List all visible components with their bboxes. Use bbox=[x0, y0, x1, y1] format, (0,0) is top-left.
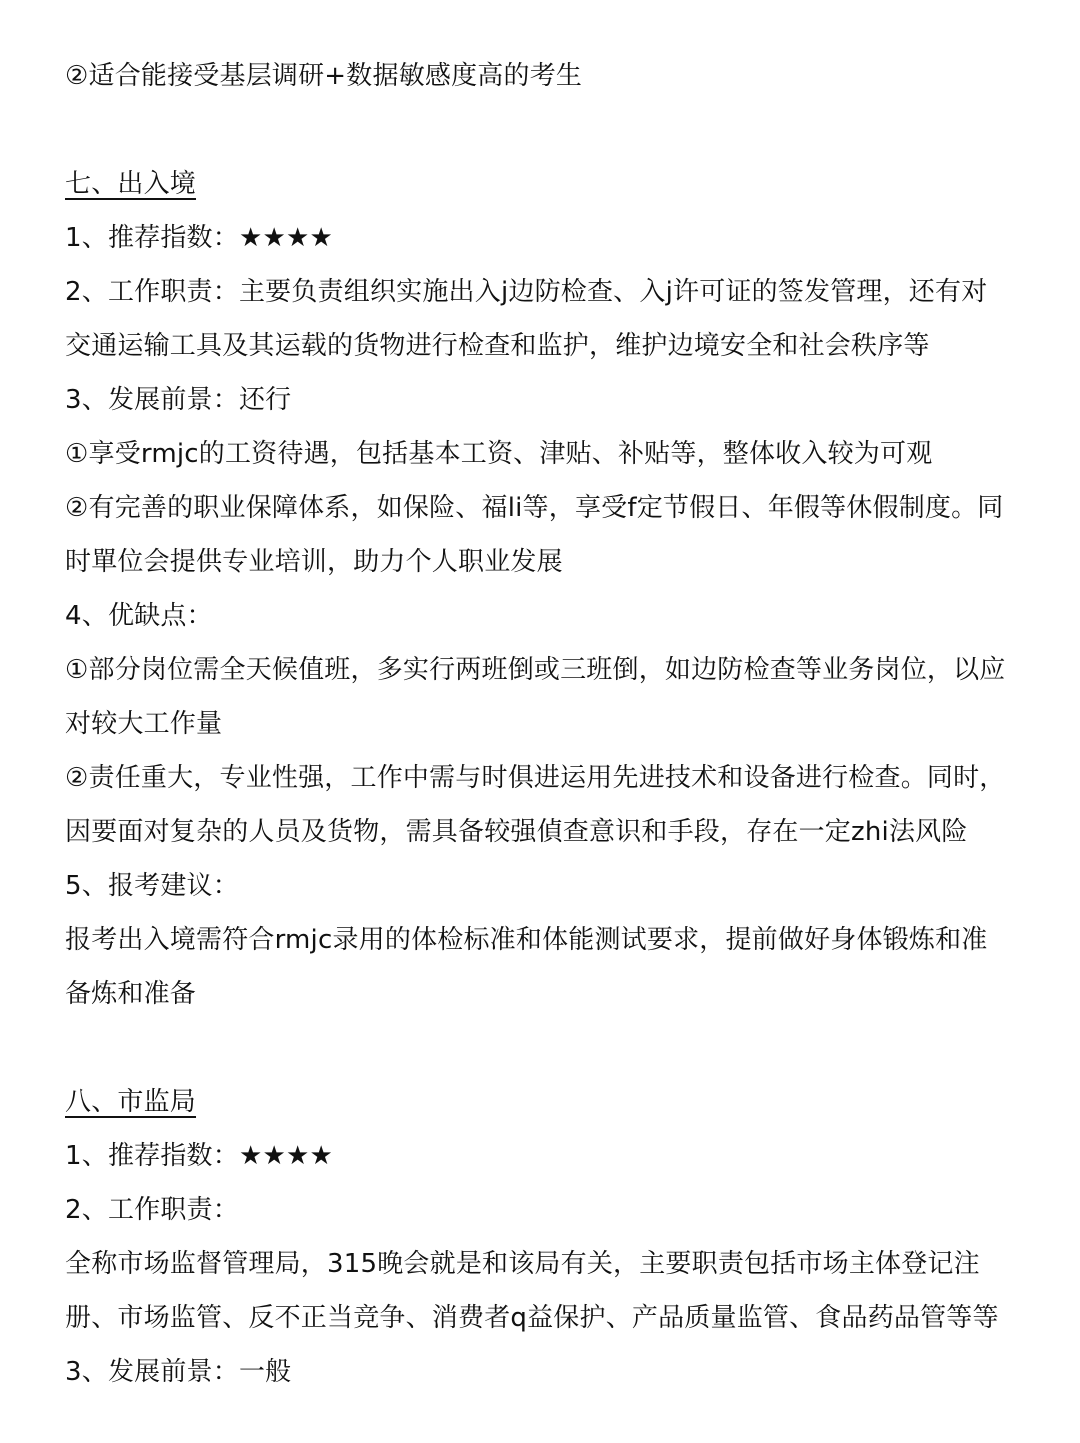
section-7-pros-cons-point: 因要面对复杂的人员及货物，需具备较强偵查意识和手段，存在一定zhi法风险 bbox=[65, 817, 968, 847]
section-7-pros-cons: 4、优缺点： bbox=[65, 601, 213, 631]
section-8-duty-line: 册、市场监管、反不正当竞争、消费者q益保护、产品质量监管、食品药品管等等 bbox=[65, 1303, 999, 1333]
section-8-duty: 2、工作职责： bbox=[65, 1195, 239, 1225]
section-7-advice-text: 备炼和准备 bbox=[65, 979, 197, 1009]
section-7-duty-line: 交通运输工具及其运载的货物进行检查和监护，维护边境安全和社会秩序等 bbox=[65, 331, 930, 361]
section-7-duty-line: 2、工作职责：主要负责组织实施出入j边防检查、入j许可证的签发管理，还有对 bbox=[65, 277, 988, 307]
section-7-advice: 5、报考建议： bbox=[65, 871, 239, 901]
section-7-prospect-point: ①享受rmjc的工资待遇，包括基本工资、津贴、补贴等，整体收入较为可观 bbox=[65, 439, 933, 469]
section-spacer bbox=[65, 1021, 1035, 1075]
section-7-rating: 1、推荐指数：★★★★ bbox=[65, 223, 333, 253]
section-7-heading: 七、出入境 bbox=[65, 169, 197, 199]
section-7-pros-cons-point: 对较大工作量 bbox=[65, 709, 223, 739]
section-7-prospect: 3、发展前景：还行 bbox=[65, 385, 292, 415]
section-7-pros-cons-point: ①部分岗位需全天候值班，多实行两班倒或三班倒，如边防检查等业务岗位，以应 bbox=[65, 655, 1006, 685]
section-spacer bbox=[65, 103, 1035, 157]
section-7-pros-cons-point: ②责任重大，专业性强，工作中需与时俱进运用先进技术和设备进行检查。同时， bbox=[65, 763, 1006, 793]
section-7-advice-text: 报考出入境需符合rmjc录用的体检标准和体能测试要求，提前做好身体锻炼和准 bbox=[65, 925, 988, 955]
section-7-prospect-point: ②有完善的职业保障体系，如保险、福li等，享受f定节假日、年假等休假制度。同 bbox=[65, 493, 1004, 523]
section-7-prospect-point: 时單位会提供专业培训，助力个人职业发展 bbox=[65, 547, 563, 577]
document-body bbox=[65, 49, 1035, 1399]
intro-line: ②适合能接受基层调研+数据敏感度高的考生 bbox=[65, 61, 583, 91]
section-8-prospect: 3、发展前景：一般 bbox=[65, 1357, 292, 1387]
section-8-heading: 八、市监局 bbox=[65, 1087, 197, 1117]
section-8-rating: 1、推荐指数：★★★★ bbox=[65, 1141, 333, 1171]
section-8-duty-line: 全称市场监督管理局，315晚会就是和该局有关，主要职责包括市场主体登记注 bbox=[65, 1249, 980, 1279]
